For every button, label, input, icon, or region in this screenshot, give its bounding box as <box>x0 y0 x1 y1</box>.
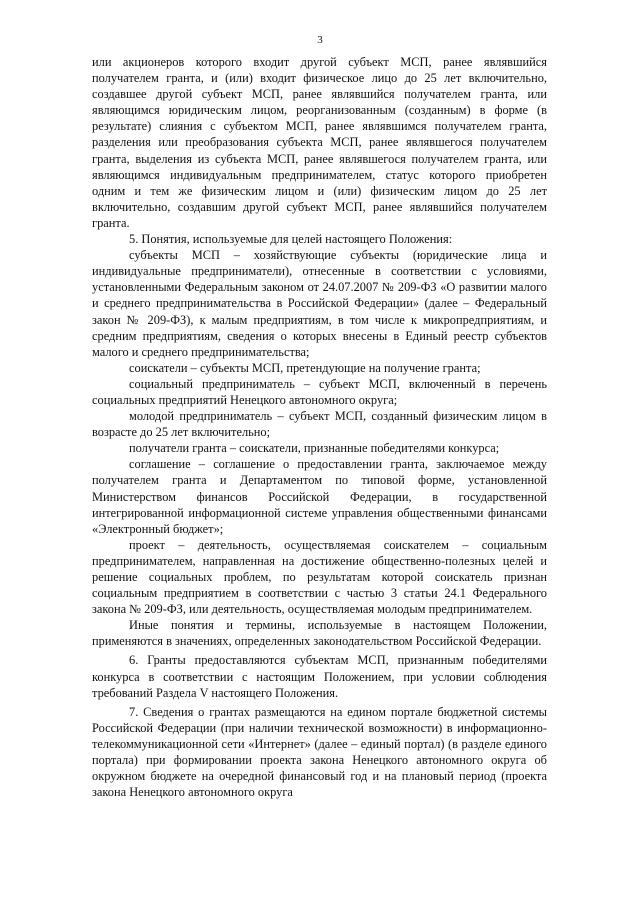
definition-young-entrepreneur: молодой предприниматель – субъект МСП, созданный физическим лицом в возрасте до 25 лет включительно; <box>92 409 547 440</box>
paragraph-other-terms: Иные понятия и термины, используемые в настоящем Положении, применяются в значениях, определенных законодательством Российской Федерации. <box>92 618 547 649</box>
definition-agreement: соглашение – соглашение о предоставлении гранта, заключаемое между получателем гранта и Департаментом по типовой форме, установленной Министерством финансов Российской Федерации, в государственной интегрированной информационной системе управления общественными финансами «Электронный бюджет»; <box>92 457 547 536</box>
page-number: 3 <box>317 34 323 46</box>
definition-project: проект – деятельность, осуществляемая соискателем – социальным предпринимателем, направленная на достижение общественно-полезных целей и решение социальных проблем, по результатам которой соискатель признан социальным предприятием в соответствии с частью 3 статьи 24.1 Федерального закона № 209-ФЗ, или деятельность, осуществляемая молодым предпринимателем. <box>92 537 547 617</box>
definition-soiskateli: соискатели – субъекты МСП, претендующие на получение гранта; <box>129 360 481 375</box>
definition-grant-recipients: получатели гранта – соискатели, признанные победителями конкурса; <box>129 441 500 456</box>
paragraph-7: 7. Сведения о грантах размещаются на едином портале бюджетной системы Российской Федерации (при наличии технической возможности) в информационно-телекоммуникационной сети «Интернет» (далее – единый портал) (в разделе единого портала) при формировании проекта закона Ненецкого автономного округа об окружном бюджете на очередной финансовый год и на плановый период (проекта закона Ненецкого автономного округа <box>92 704 547 800</box>
paragraph-continuation: или акционеров которого входит другой субъект МСП, ранее являвшийся получателем гранта, и (или) входит физическое лицо до 25 лет включительно, создавшее другой субъект МСП, ранее являвшийся получателем гранта, или являющимся юридическим лицом, реорганизованным (созданным) в форме (в результате) слияния с субъектом МСП, ранее являвшимся получателем гранта, разделения или преобразования субъекта МСП, ранее являвшегося получателем гранта, выделения из субъекта МСП, ранее являвшегося получателем гранта, или являющимся индивидуальным предпринимателем, статус которого приобретен одним и тем же физическим лицом и (или) физическим лицом до 25 лет включительно, создавшим другой субъект МСП, ранее являвшийся получателем гранта. <box>92 55 547 230</box>
definition-social-entrepreneur: социальный предприниматель – субъект МСП, включенный в перечень социальных предприятий Ненецкого автономного округа; <box>92 376 547 407</box>
definition-smsp: субъекты МСП – хозяйствующие субъекты (юридические лица и индивидуальные предприниматели), отнесенные в соответствии с условиями, установленными Федеральным законом от 24.07.2007 № 209-ФЗ «О развитии малого и среднего предпринимательства в Российской Федерации» (далее – Федеральный закон № 209-ФЗ), к малым предприятиям, в том числе к микропредприятиям, и средним предприятиям, сведения о которых внесены в Единый реестр субъектов малого и среднего предпринимательства; <box>92 248 547 359</box>
paragraph-6: 6. Гранты предоставляются субъектам МСП, признанным победителями конкурса в соответствии с настоящим Положением, при условии соблюдения требований Раздела V настоящего Положения. <box>92 653 547 700</box>
paragraph-5: 5. Понятия, используемые для целей настоящего Положения: <box>129 232 453 247</box>
document-body <box>92 54 547 800</box>
